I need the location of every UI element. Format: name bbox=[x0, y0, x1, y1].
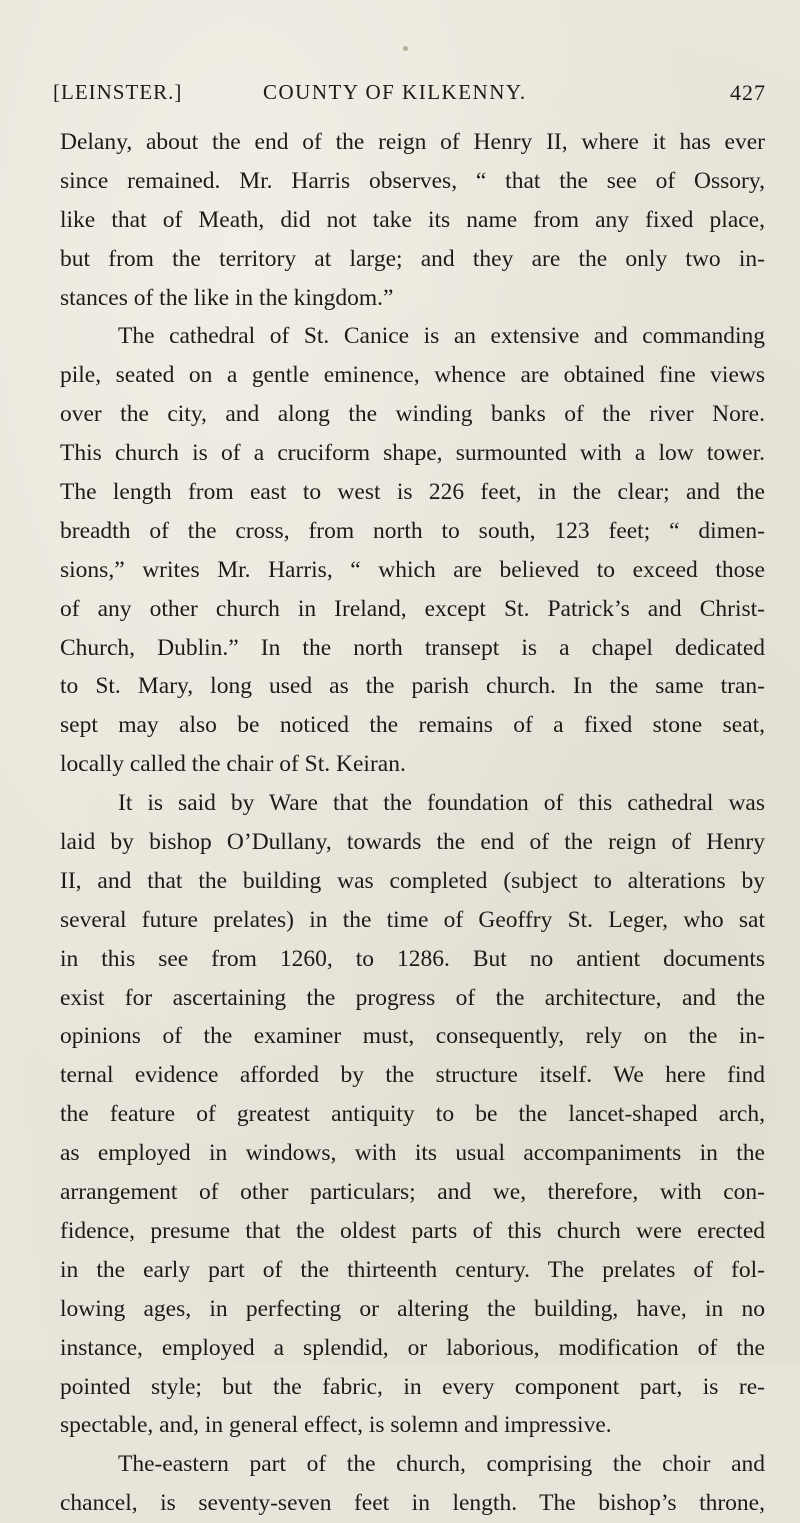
text-line: as employed in windows, with its usual accompaniments in the bbox=[60, 1140, 765, 1167]
text-line: lowing ages, in perfecting or altering the building, have, in no bbox=[60, 1295, 765, 1322]
text-line: pointed style; but the fabric, in every component part, is re- bbox=[60, 1373, 765, 1400]
paragraph-start: It is said by Ware that the foundation of this cathedral was bbox=[118, 790, 765, 817]
text-line: to St. Mary, long used as the parish church. In the same tran- bbox=[60, 673, 765, 700]
text-line: locally called the chair of St. Keiran. bbox=[60, 751, 406, 778]
text-line: This church is of a cruciform shape, surmounted with a low tower. bbox=[60, 440, 765, 467]
text-line: of any other church in Ireland, except St. Patrick’s and Christ- bbox=[60, 595, 765, 622]
page-number: 427 bbox=[730, 80, 766, 105]
text-line: fidence, presume that the oldest parts of this church were erected bbox=[60, 1217, 765, 1244]
text-line: Delany, about the end of the reign of Henry II, where it has ever bbox=[60, 129, 765, 155]
text-line: opinions of the examiner must, consequently, rely on the in- bbox=[60, 1023, 765, 1050]
paper-speck bbox=[403, 46, 408, 51]
text-line: chancel, is seventy-seven feet in length. The bishop’s throne, bbox=[60, 1490, 765, 1517]
text-line: pile, seated on a gentle eminence, whence are obtained fine views bbox=[60, 362, 765, 389]
text-line: exist for ascertaining the progress of the architecture, and the bbox=[60, 984, 765, 1011]
text-line: arrangement of other particulars; and we, therefore, with con- bbox=[60, 1179, 765, 1206]
running-header bbox=[53, 80, 768, 110]
text-line: sions,” writes Mr. Harris, “ which are believed to exceed those bbox=[60, 556, 765, 583]
text-line: since remained. Mr. Harris observes, “ that the see of Ossory, bbox=[60, 167, 765, 194]
text-line: over the city, and along the winding banks of the river Nore. bbox=[60, 401, 765, 428]
section-label: [LEINSTER.] bbox=[53, 80, 183, 104]
text-line: sept may also be noticed the remains of a fixed stone seat, bbox=[60, 712, 765, 739]
paragraph-start: The-eastern part of the church, comprising the choir and bbox=[118, 1451, 765, 1478]
text-line: Church, Dublin.” In the north transept is a chapel dedicated bbox=[60, 634, 765, 661]
text-line: like that of Meath, did not take its name from any fixed place, bbox=[60, 206, 765, 233]
text-line: stances of the like in the kingdom.” bbox=[60, 284, 394, 311]
text-line: The length from east to west is 226 feet, in the clear; and the bbox=[60, 479, 765, 506]
text-line: several future prelates) in the time of Geoffry St. Leger, who sat bbox=[60, 906, 765, 933]
text-line: spectable, and, in general effect, is solemn and impressive. bbox=[60, 1412, 612, 1439]
text-line: but from the territory at large; and they are the only two in- bbox=[60, 245, 765, 272]
text-line: laid by bishop O’Dullany, towards the end of the reign of Henry bbox=[60, 829, 765, 856]
text-line: in the early part of the thirteenth century. The prelates of fol- bbox=[60, 1256, 765, 1283]
text-line: the feature of greatest antiquity to be the lancet-shaped arch, bbox=[60, 1101, 765, 1128]
page-title: COUNTY OF KILKENNY. bbox=[263, 80, 527, 104]
paragraph-start: The cathedral of St. Canice is an extensive and commanding bbox=[118, 323, 765, 350]
text-line: II, and that the building was completed (subject to alterations by bbox=[60, 867, 765, 894]
text-line: instance, employed a splendid, or laborious, modification of the bbox=[60, 1334, 765, 1361]
text-line: ternal evidence afforded by the structure itself. We here find bbox=[60, 1062, 765, 1089]
text-line: in this see from 1260, to 1286. But no antient documents bbox=[60, 945, 765, 972]
text-line: breadth of the cross, from north to south, 123 feet; “ dimen- bbox=[60, 517, 765, 544]
body-text bbox=[60, 123, 765, 1523]
